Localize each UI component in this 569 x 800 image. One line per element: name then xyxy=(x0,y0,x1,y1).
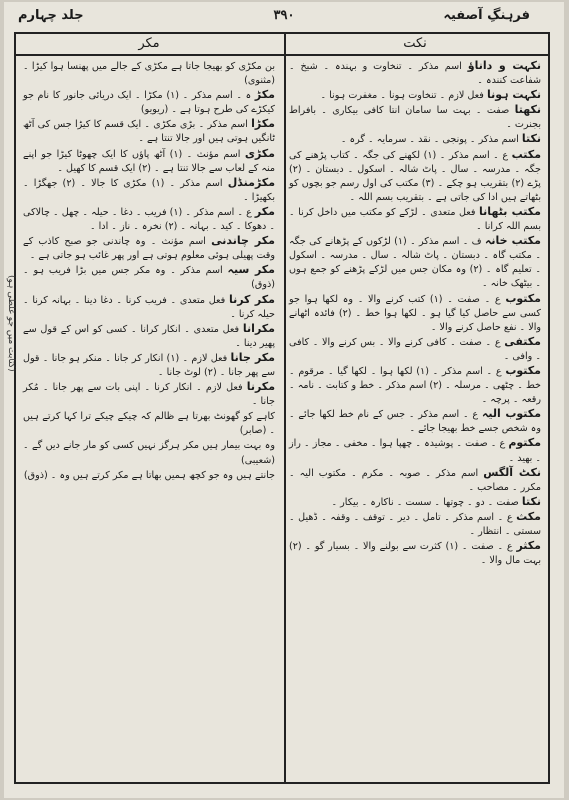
entry-definition: وہ بہت بیمار ہیں مکر ہرگز نہیں کسی کو مار جانے دیں گے ۔ (شعیبی) xyxy=(23,440,275,466)
entry-definition: ع ۔ اسم مذکر ۔ تامل ۔ دیر ۔ توقف ۔ وقفہ ۔ ڈھیل ۔ سستی ۔ انتظار ۔ xyxy=(289,511,541,537)
entry-definition: ع ۔ اسم مذکر ۔ (۱) لکھنے کی جگہ ۔ کتاب پڑھنے کی جگہ ۔ مدرسہ ۔ سال ۔ پاٹ شالہ ۔ اسکول ۔ دبستان ۔ (۲) پڑے (۲) بتقریب ہو چکے ۔ (۳) مکتب کی اول رسم جو بچوں کو بٹھاتے ہیں ادا کی جاتی ہے ۔ بتقریب بسم اللہ ۔ xyxy=(289,149,541,203)
dictionary-entry xyxy=(289,148,541,205)
dictionary-entry xyxy=(23,176,275,205)
dictionary-entry xyxy=(23,234,275,263)
dictionary-entry xyxy=(23,88,275,117)
entry-definition: فعل لازم ۔ (۱) انکار کر جانا ۔ منکر ہو جانا ۔ قول سے پھر جانا ۔ (۲) لوٹ جانا ۔ xyxy=(23,352,275,378)
entry-headword: مکر جانا xyxy=(230,350,275,364)
entry-headword: مکر چاندنی xyxy=(211,234,275,248)
entry-definition: فعل متعدی ۔ لڑکے کو مکتب میں داخل کرنا ۔ بسم اللہ کرانا ۔ xyxy=(289,206,541,233)
entry-definition: اسم مذکر ۔ پونجی ۔ نقد ۔ سرمایہ ۔ گرہ ۔ xyxy=(340,134,519,146)
dictionary-entry xyxy=(289,59,541,88)
entry-headword: نکتا xyxy=(521,132,541,146)
entry-definition: ع ۔ صفت ۔ (۱) کثرت سے بولنے والا ۔ بسیار گو ۔ (۲) بہت مال والا ۔ xyxy=(289,541,541,567)
dictionary-entry xyxy=(289,495,541,510)
entry-headword: مکرانا xyxy=(242,321,275,335)
entry-headword: مکتوب الیہ xyxy=(481,407,541,421)
dictionary-entry xyxy=(23,293,275,322)
right-column-heading: نکت xyxy=(282,34,548,56)
entry-headword: مکتب بٹھانا xyxy=(479,204,541,218)
entry-headword: نکہت و داناؤ xyxy=(467,59,541,72)
dictionary-entry xyxy=(289,103,541,132)
left-column xyxy=(16,34,282,782)
two-column-frame xyxy=(14,32,550,784)
entry-definition: صفت ۔ دو ۔ چوتھا ۔ سست ۔ ناکارہ ۔ بیکار ۔ xyxy=(331,496,519,508)
entry-definition: اسم مذکر ۔ بڑی مکڑی ۔ ایک قسم کا کیڑا جس کی آٹھ ٹانگیں ہوتی ہیں اور جالا تنتا ہے ۔ xyxy=(23,119,275,145)
entry-definition: ہ ۔ اسم مذکر ۔ (۱) مکڑا ۔ ایک دریائی جانور کا نام جو کیکڑے کی طرح ہوتا ہے ۔ (ریویو) xyxy=(23,90,275,116)
entry-headword: مکثر xyxy=(516,539,541,553)
dictionary-entry xyxy=(23,147,275,176)
dictionary-entry xyxy=(23,263,275,292)
dictionary-entry xyxy=(23,438,275,467)
dictionary-entry xyxy=(23,351,275,380)
dictionary-entry xyxy=(289,335,541,364)
right-column xyxy=(282,34,548,782)
volume-label: جلد چہارم xyxy=(18,8,84,23)
right-entries xyxy=(282,56,548,568)
entry-headword: مکث xyxy=(516,509,541,523)
running-title: فرہنگِ آصفیہ xyxy=(443,8,530,23)
dictionary-entry xyxy=(23,380,275,409)
entry-definition: فعل لازم ۔ تنخاوت ہونا ۔ مغفرت ہونا ۔ xyxy=(320,90,484,102)
dictionary-entry xyxy=(23,205,275,234)
entry-definition: ع ۔ اسم مذکر ۔ (۱) فریب ۔ دغا ۔ حیلہ ۔ چھل ۔ چالاکی ۔ دھوکا ۔ کید ۔ بہانہ ۔ (۲) نخرہ ۔ ناز ۔ ادا ۔ xyxy=(23,206,275,233)
entry-headword: نکہت ہونا xyxy=(486,88,541,102)
entry-headword: مکتفی xyxy=(504,334,541,348)
entry-definition: اسم مذکر ۔ وہ مکر جس میں بڑا فریب ہو ۔ (ذوق) xyxy=(23,265,275,291)
entry-headword: نکھتا xyxy=(514,103,541,117)
entry-headword: مکر سیہ xyxy=(227,263,275,277)
dictionary-entry xyxy=(289,436,541,465)
entry-definition: اسم مؤنث ۔ وہ چاندنی جو صبح کاذب کے وقت پھیلی ہوئی معلوم ہوتی ہے اور پھر غائب ہو جاتی ہے ۔ xyxy=(23,236,275,262)
entry-headword: مکتب خانہ xyxy=(484,234,541,248)
dictionary-entry xyxy=(23,117,275,146)
dictionary-entry xyxy=(23,59,275,88)
entry-headword: مکرنا xyxy=(246,380,275,394)
entry-definition: صفت ۔ بہت سا سامان انتا کافی بیکاری ۔ بافراط بجنرت ۔ xyxy=(289,105,541,131)
column-divider xyxy=(284,34,286,782)
left-entries xyxy=(16,56,282,483)
entry-headword: مکڑ xyxy=(254,88,275,102)
entry-headword: مکتوب xyxy=(505,291,541,305)
entry-headword: مکر کرنا xyxy=(228,292,275,306)
dictionary-entry xyxy=(289,234,541,291)
entry-headword: مکتوب xyxy=(505,363,541,377)
entry-definition: اسم مذکر ۔ صوبہ ۔ مکرم ۔ مکتوب الیہ ۔ مکرر ۔ مصاحب ۔ xyxy=(289,467,541,493)
entry-definition: ع ۔ اسم مذکر ۔ جس کے نام خط لکھا جائے ۔ وہ شخص جسے خط بھیجا جائے ۔ xyxy=(289,409,541,435)
entry-definition: ع ۔ اسم مذکر ۔ (۱) لکھا ہوا ۔ لکھا گیا ۔ مرقوم ۔ خط ۔ چٹھی ۔ مرسلہ ۔ (۲) اسم مذکر ۔ خط و کتابت ۔ نامہ ۔ رقعہ ۔ پرچہ ۔ xyxy=(289,365,541,406)
margin-handwritten-note: (کتابت میں جو غلطی ہو) xyxy=(6,275,16,372)
dictionary-entry xyxy=(23,468,275,483)
entry-definition: ع ۔ صفت ۔ پوشیدہ ۔ چھپا ہوا ۔ مخفی ۔ مجاز ۔ راز ۔ بھید ۔ xyxy=(289,438,541,464)
dictionary-entry xyxy=(289,407,541,436)
entry-headword: مکڑا xyxy=(251,117,275,131)
entry-definition: اسم مؤنث ۔ (۱) آٹھ پاؤں کا ایک چھوٹا کیڑا جو اپنے منہ کے لعاب سے جالا تنتا ہے ۔ (۲) ایک قسم کا کھیل ۔ xyxy=(23,148,275,174)
entry-definition: اسم مذکر ۔ تنخاوت و بہندہ ۔ شیخ ۔ شفاعت کنندہ ۔ xyxy=(289,61,541,87)
entry-definition: جانتے ہیں وہ جو کچھ ہمیں بھاتا ہے مکر کرتے ہیں وہ ۔ (ذوق) xyxy=(23,469,275,481)
entry-definition: فعل لازم ۔ انکار کرنا ۔ اپنی بات سے پھر جانا ۔ مُکر جانا ۔ xyxy=(23,382,275,408)
dictionary-entry xyxy=(23,322,275,351)
entry-definition: ع ۔ صفت ۔ کافی کرنے والا ۔ بس کرنے والا ۔ کافی ۔ وافی ۔ xyxy=(289,336,541,362)
entry-definition: ف ۔ اسم مذکر ۔ (۱) لڑکوں کے پڑھانے کی جگہ ۔ مکتب گاہ ۔ دبستان ۔ پاٹ شالہ ۔ سال ۔ مدرسہ ۔ اسکول ۔ تعلیم گاہ ۔ (۲) وہ مکان جس میں لڑکے پڑھنے کو جمع ہوں ۔ بیٹھک خانہ ۔ xyxy=(289,236,541,290)
dictionary-entry xyxy=(289,88,541,103)
entry-headword: نکٹ آلگس xyxy=(483,465,541,479)
page-number: ۳۹۰ xyxy=(273,8,295,23)
entry-definition: فعل متعدی ۔ انکار کرانا ۔ کسی کو اس کے قول سے پھیر دینا ۔ xyxy=(23,323,275,349)
entry-definition: بن مکڑی کو بھیجا جاتا ہے مکڑی کے جالے میں پھنسا ہوا کیڑا ۔ (مثنوی) xyxy=(23,61,275,87)
entry-definition: اسم مذکر ۔ (۱) مکڑی کا جالا ۔ (۲) جھگڑا ۔ بکھیڑا ۔ xyxy=(23,177,275,203)
dictionary-entry xyxy=(289,205,541,234)
entry-headword: نکتا xyxy=(521,494,541,508)
left-column-heading: مکر xyxy=(16,34,282,56)
dictionary-entry xyxy=(289,510,541,539)
entry-definition: ع ۔ صفت ۔ (۱) کتب کرنے والا ۔ وہ لکھا ہوا جو کسی سے حاصل کیا گیا ہو ۔ لکھا ہوا خط ۔ (۲) فائدہ اٹھانے والا ۔ نفع حاصل کرنے والا ۔ xyxy=(289,293,541,333)
entry-headword: مکڑی xyxy=(244,146,275,160)
dictionary-entry xyxy=(23,409,275,438)
dictionary-page xyxy=(4,2,564,798)
entry-headword: مکتب xyxy=(511,147,541,161)
entry-headword: مکر xyxy=(254,204,275,218)
entry-definition: کاہے کو گھونٹ بھرتا ہے ظالم کہ چیکے چیکے ترا کہا کرتے ہیں ۔ (صابر) xyxy=(23,411,275,437)
dictionary-entry xyxy=(289,292,541,335)
entry-definition: فعل متعدی ۔ فریب کرنا ۔ دغا دینا ۔ بہانہ کرنا ۔ حیلہ کرنا ۔ xyxy=(23,294,275,320)
dictionary-entry xyxy=(289,539,541,568)
dictionary-entry xyxy=(289,132,541,147)
dictionary-entry xyxy=(289,466,541,495)
dictionary-entry xyxy=(289,364,541,407)
entry-headword: مکتوم xyxy=(508,436,541,450)
entry-headword: مکڑمنڈل xyxy=(227,175,276,189)
